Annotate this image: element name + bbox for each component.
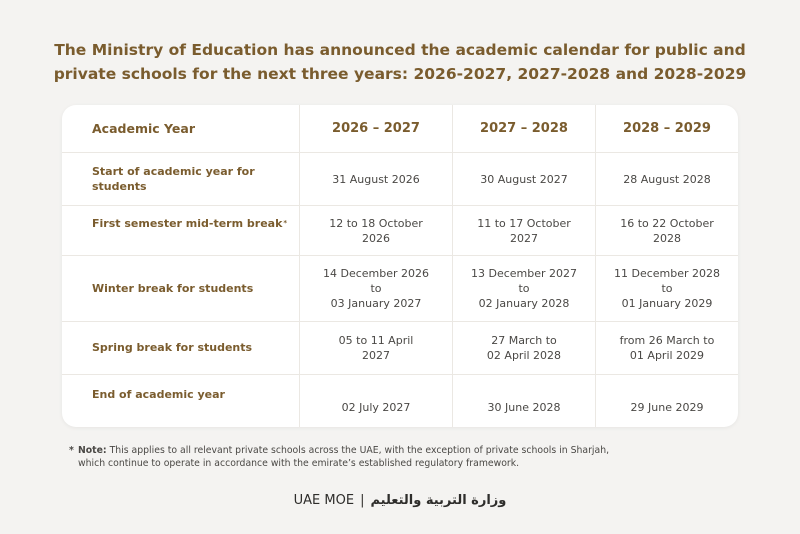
table-cell [596, 153, 738, 206]
table-cell [453, 256, 596, 322]
table-cell [596, 322, 738, 375]
cell-line: to [518, 282, 530, 295]
row-label-spring-break [62, 322, 300, 375]
footnote-asterisk: * [69, 445, 74, 456]
headline-line-1: The Ministry of Education has announced the academic calendar for public and [54, 41, 746, 59]
table-cell [300, 206, 453, 256]
cell-line: 02 July 2027 [341, 401, 411, 414]
cell-line: 29 June 2029 [630, 401, 704, 414]
cell-line: 11 December 2028 [613, 267, 721, 280]
cell-line: 13 December 2027 [470, 267, 578, 280]
footnote-label: Note: [78, 445, 107, 456]
row-label-end-of-year [62, 375, 300, 427]
header-academic-year: Academic Year [62, 105, 300, 153]
cell-line: 02 April 2028 [486, 349, 562, 362]
headline-line-2: private schools for the next three years: 2026-2027, 2027-2028 and 2028-2029 [53, 65, 747, 83]
cell-line: 27 March to [491, 334, 557, 347]
cell-line: 28 August 2028 [623, 172, 711, 186]
table-cell [300, 322, 453, 375]
table-cell [300, 375, 453, 427]
table-cell [453, 375, 596, 427]
table-cell [596, 256, 738, 322]
table-cell [453, 206, 596, 256]
cell-line: 2027 [361, 349, 390, 362]
table-cell [596, 375, 738, 427]
header-year-2028-2029: 2028 – 2029 [596, 105, 738, 153]
cell-line: 14 December 2026 [322, 267, 430, 280]
cell-line: 31 August 2026 [332, 172, 420, 186]
cell-line: 2028 [653, 231, 681, 245]
moe-logo [0, 493, 800, 508]
row-label-text: Winter break for students [92, 282, 254, 295]
academic-calendar-table [62, 105, 738, 427]
header-year-2026-2027: 2026 – 2027 [300, 105, 453, 153]
row-label-text: Spring break for students [92, 341, 253, 354]
cell-line: 11 to 17 October [477, 216, 571, 230]
footnote-text-line-1: This applies to all relevant private schools across the UAE, with the exception of private schools in Sharjah, [109, 445, 610, 456]
cell-line: 16 to 22 October [620, 216, 714, 230]
table-cell [453, 153, 596, 206]
table-cell [300, 256, 453, 322]
cell-line: 01 April 2029 [629, 349, 705, 362]
footnote [69, 444, 738, 470]
table-cell [453, 322, 596, 375]
footnote-marker: * [283, 219, 288, 227]
row-label-text: Start of academic year for students [92, 165, 255, 193]
calendar-grid [62, 105, 738, 427]
cell-line: to [661, 282, 673, 295]
cell-line: to [370, 282, 382, 295]
header-year-2027-2028: 2027 – 2028 [453, 105, 596, 153]
row-label-text: End of academic year [92, 388, 225, 401]
cell-line: 12 to 18 October [329, 216, 423, 230]
table-cell [596, 206, 738, 256]
row-label-start-of-year [62, 153, 300, 206]
footnote-text-line-2: which continue to operate in accordance with the emirate’s established regulatory framework. [78, 458, 520, 469]
logo-english: UAE MOE [293, 493, 355, 508]
cell-line: from 26 March to [619, 334, 715, 347]
row-label-mid-term-break [62, 206, 300, 256]
cell-line: 2026 [362, 231, 390, 245]
cell-line: 01 January 2029 [621, 297, 713, 310]
row-label-text: First semester mid-term break [92, 217, 283, 230]
cell-line: 03 January 2027 [330, 297, 422, 310]
cell-line: 05 to 11 April [338, 334, 414, 347]
page-headline [40, 38, 760, 86]
table-cell [300, 153, 453, 206]
cell-line: 2027 [510, 231, 538, 245]
cell-line: 30 August 2027 [480, 172, 568, 186]
logo-arabic: وزارة التربية والتعليم [370, 493, 507, 508]
cell-line: 02 January 2028 [478, 297, 570, 310]
row-label-winter-break [62, 256, 300, 322]
logo-separator: | [360, 493, 365, 508]
cell-line: 30 June 2028 [487, 401, 561, 414]
